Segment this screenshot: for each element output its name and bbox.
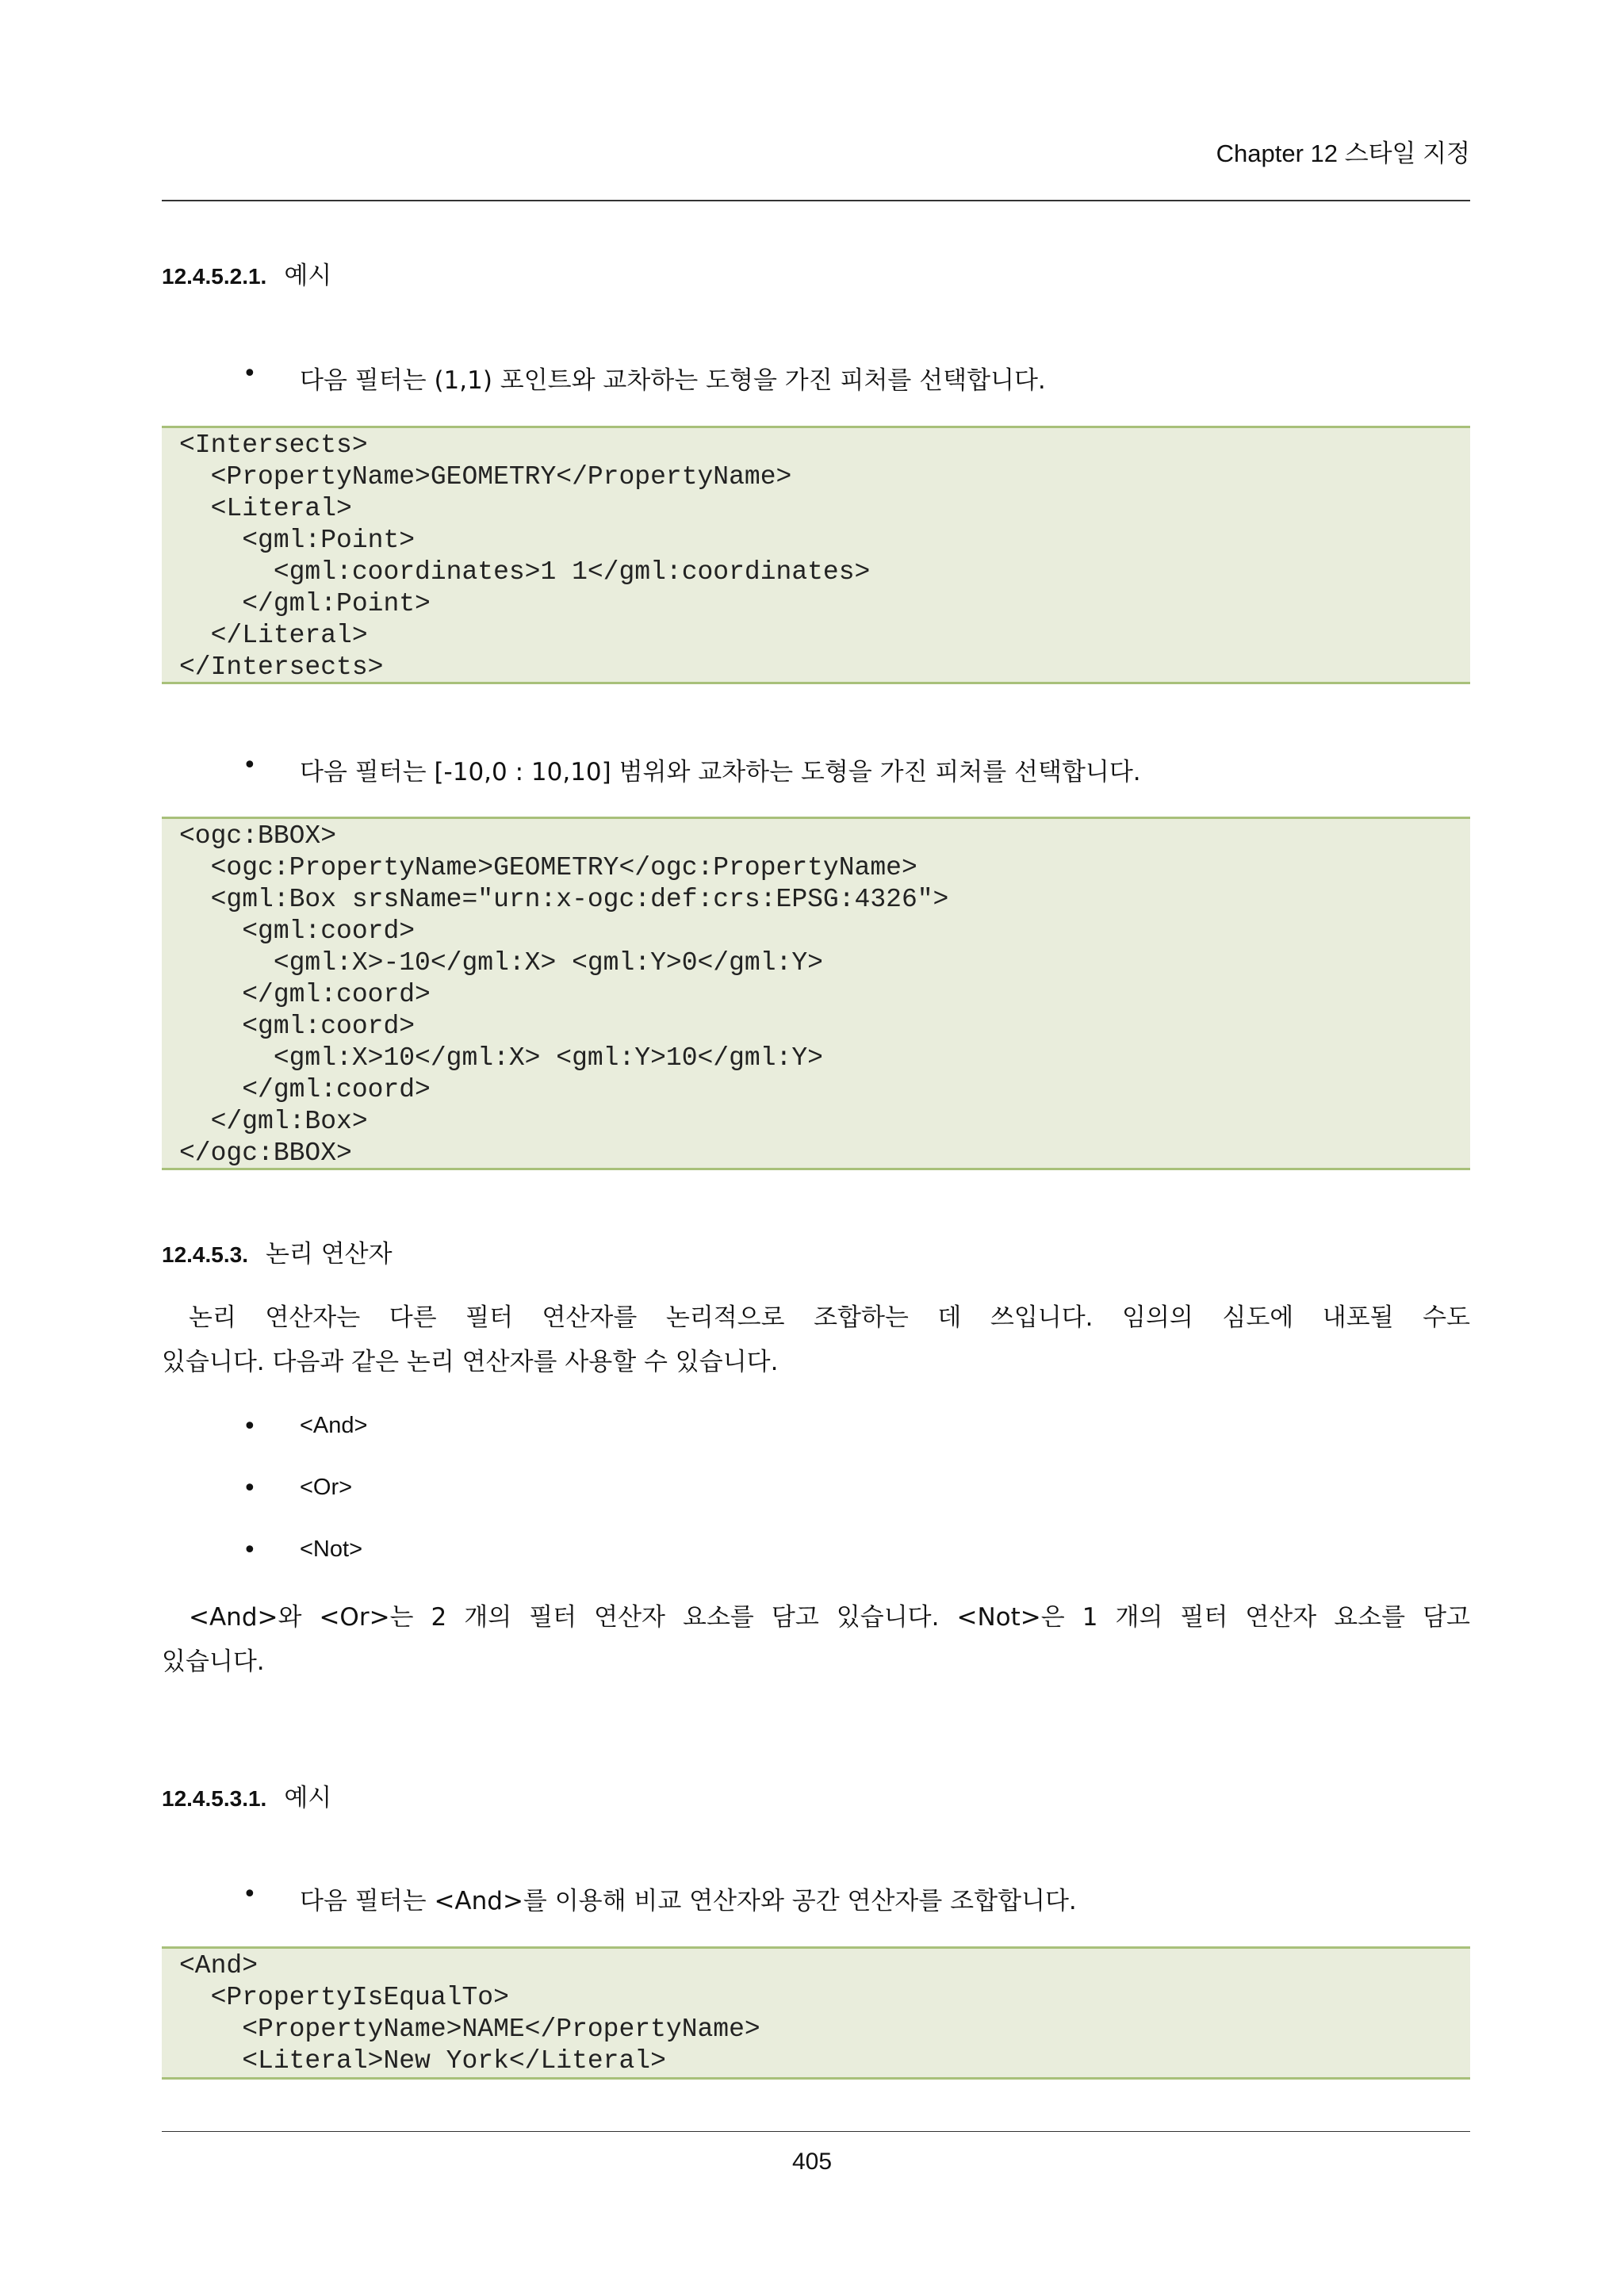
code-line: </Literal>: [179, 621, 368, 650]
header-rule: [162, 200, 1470, 201]
code-line: <PropertyName>GEOMETRY</PropertyName>: [179, 462, 792, 492]
code-line: <PropertyName>NAME</PropertyName>: [179, 2015, 760, 2044]
section-number: 12.4.5.3.: [162, 1242, 248, 1267]
bullet-icon: •: [243, 1536, 257, 1564]
section-title: 예시: [284, 1784, 332, 1812]
paragraph-line: 있습니다.: [162, 1647, 265, 1676]
section-title: 논리 연산자: [265, 1240, 393, 1269]
section-title: 예시: [284, 262, 332, 290]
code-line: <Literal>: [179, 494, 352, 523]
code-line: </ogc:BBOX>: [179, 1138, 352, 1168]
paragraph-logical-operators: [162, 1295, 1470, 1384]
page-number: 405: [791, 2149, 833, 2175]
code-line: </Intersects>: [179, 652, 384, 682]
code-line: </gml:Point>: [179, 589, 431, 618]
paragraph-line: 있습니다. 다음과 같은 논리 연산자를 사용할 수 있습니다.: [162, 1348, 779, 1376]
section-heading-12-4-5-3-1: [162, 1777, 331, 1813]
operator-name: <And>: [300, 1413, 368, 1438]
section-heading-12-4-5-3: [162, 1234, 393, 1269]
section-heading-12-4-5-2-1: [162, 255, 331, 291]
code-block-intersects: [162, 426, 1470, 684]
bullet-icon: •: [243, 1413, 257, 1441]
running-header: Chapter 12 스타일 지정: [1216, 140, 1470, 167]
code-line: <Literal>New York</Literal>: [179, 2046, 666, 2076]
code-line: <And>: [179, 1951, 259, 1980]
bullet-icon: •: [243, 1881, 257, 1908]
bullet-text: 다음 필터는 <And>를 이용해 비교 연산자와 공간 연산자를 조합합니다.: [300, 1887, 1077, 1915]
code-line: <gml:coord>: [179, 916, 416, 946]
code-line: <gml:X>-10</gml:X> <gml:Y>0</gml:Y>: [179, 948, 823, 978]
code-line: <PropertyIsEqualTo>: [179, 1983, 509, 2012]
code-line: <ogc:BBOX>: [179, 821, 337, 851]
code-line: </gml:coord>: [179, 980, 431, 1009]
bullet-text: 다음 필터는 [-10,0 : 10,10] 범위와 교차하는 도형을 가진 피처를 선택합니다.: [300, 758, 1141, 786]
operator-name: <Not>: [300, 1536, 362, 1562]
code-line: <gml:Box srsName="urn:x-ogc:def:crs:EPSG:4326">: [179, 885, 949, 914]
section-number: 12.4.5.3.1.: [162, 1786, 267, 1811]
section-number: 12.4.5.2.1.: [162, 264, 267, 289]
code-block-bbox: [162, 817, 1470, 1170]
code-line: <gml:X>10</gml:X> <gml:Y>10</gml:Y>: [179, 1043, 823, 1073]
code-line: <gml:coordinates>1 1</gml:coordinates>: [179, 557, 871, 587]
footer-rule: [162, 2131, 1470, 2132]
operator-name: <Or>: [300, 1475, 353, 1500]
code-line: <Intersects>: [179, 430, 368, 460]
code-line: <ogc:PropertyName>GEOMETRY</ogc:PropertyName>: [179, 853, 917, 882]
paragraph-operator-children: [162, 1595, 1470, 1684]
bullet-text: 다음 필터는 (1,1) 포인트와 교차하는 도형을 가진 피처를 선택합니다.: [300, 366, 1046, 395]
code-line: </gml:Box>: [179, 1107, 368, 1136]
paragraph-line: <And>와 <Or>는 2 개의 필터 연산자 요소를 담고 있습니다. <Not>은 1 개의 필터 연산자 요소를 담고: [189, 1603, 1470, 1632]
bullet-icon: •: [243, 360, 257, 388]
paragraph-line: 논리 연산자는 다른 필터 연산자를 논리적으로 조합하는 데 쓰입니다. 임의의 심도에 내포될 수도: [189, 1303, 1470, 1332]
bullet-icon: •: [243, 1475, 257, 1502]
bullet-icon: •: [243, 752, 257, 779]
code-block-and: [162, 1946, 1470, 2080]
code-line: <gml:Point>: [179, 526, 416, 555]
code-line: </gml:coord>: [179, 1075, 431, 1104]
code-line: <gml:coord>: [179, 1012, 416, 1041]
